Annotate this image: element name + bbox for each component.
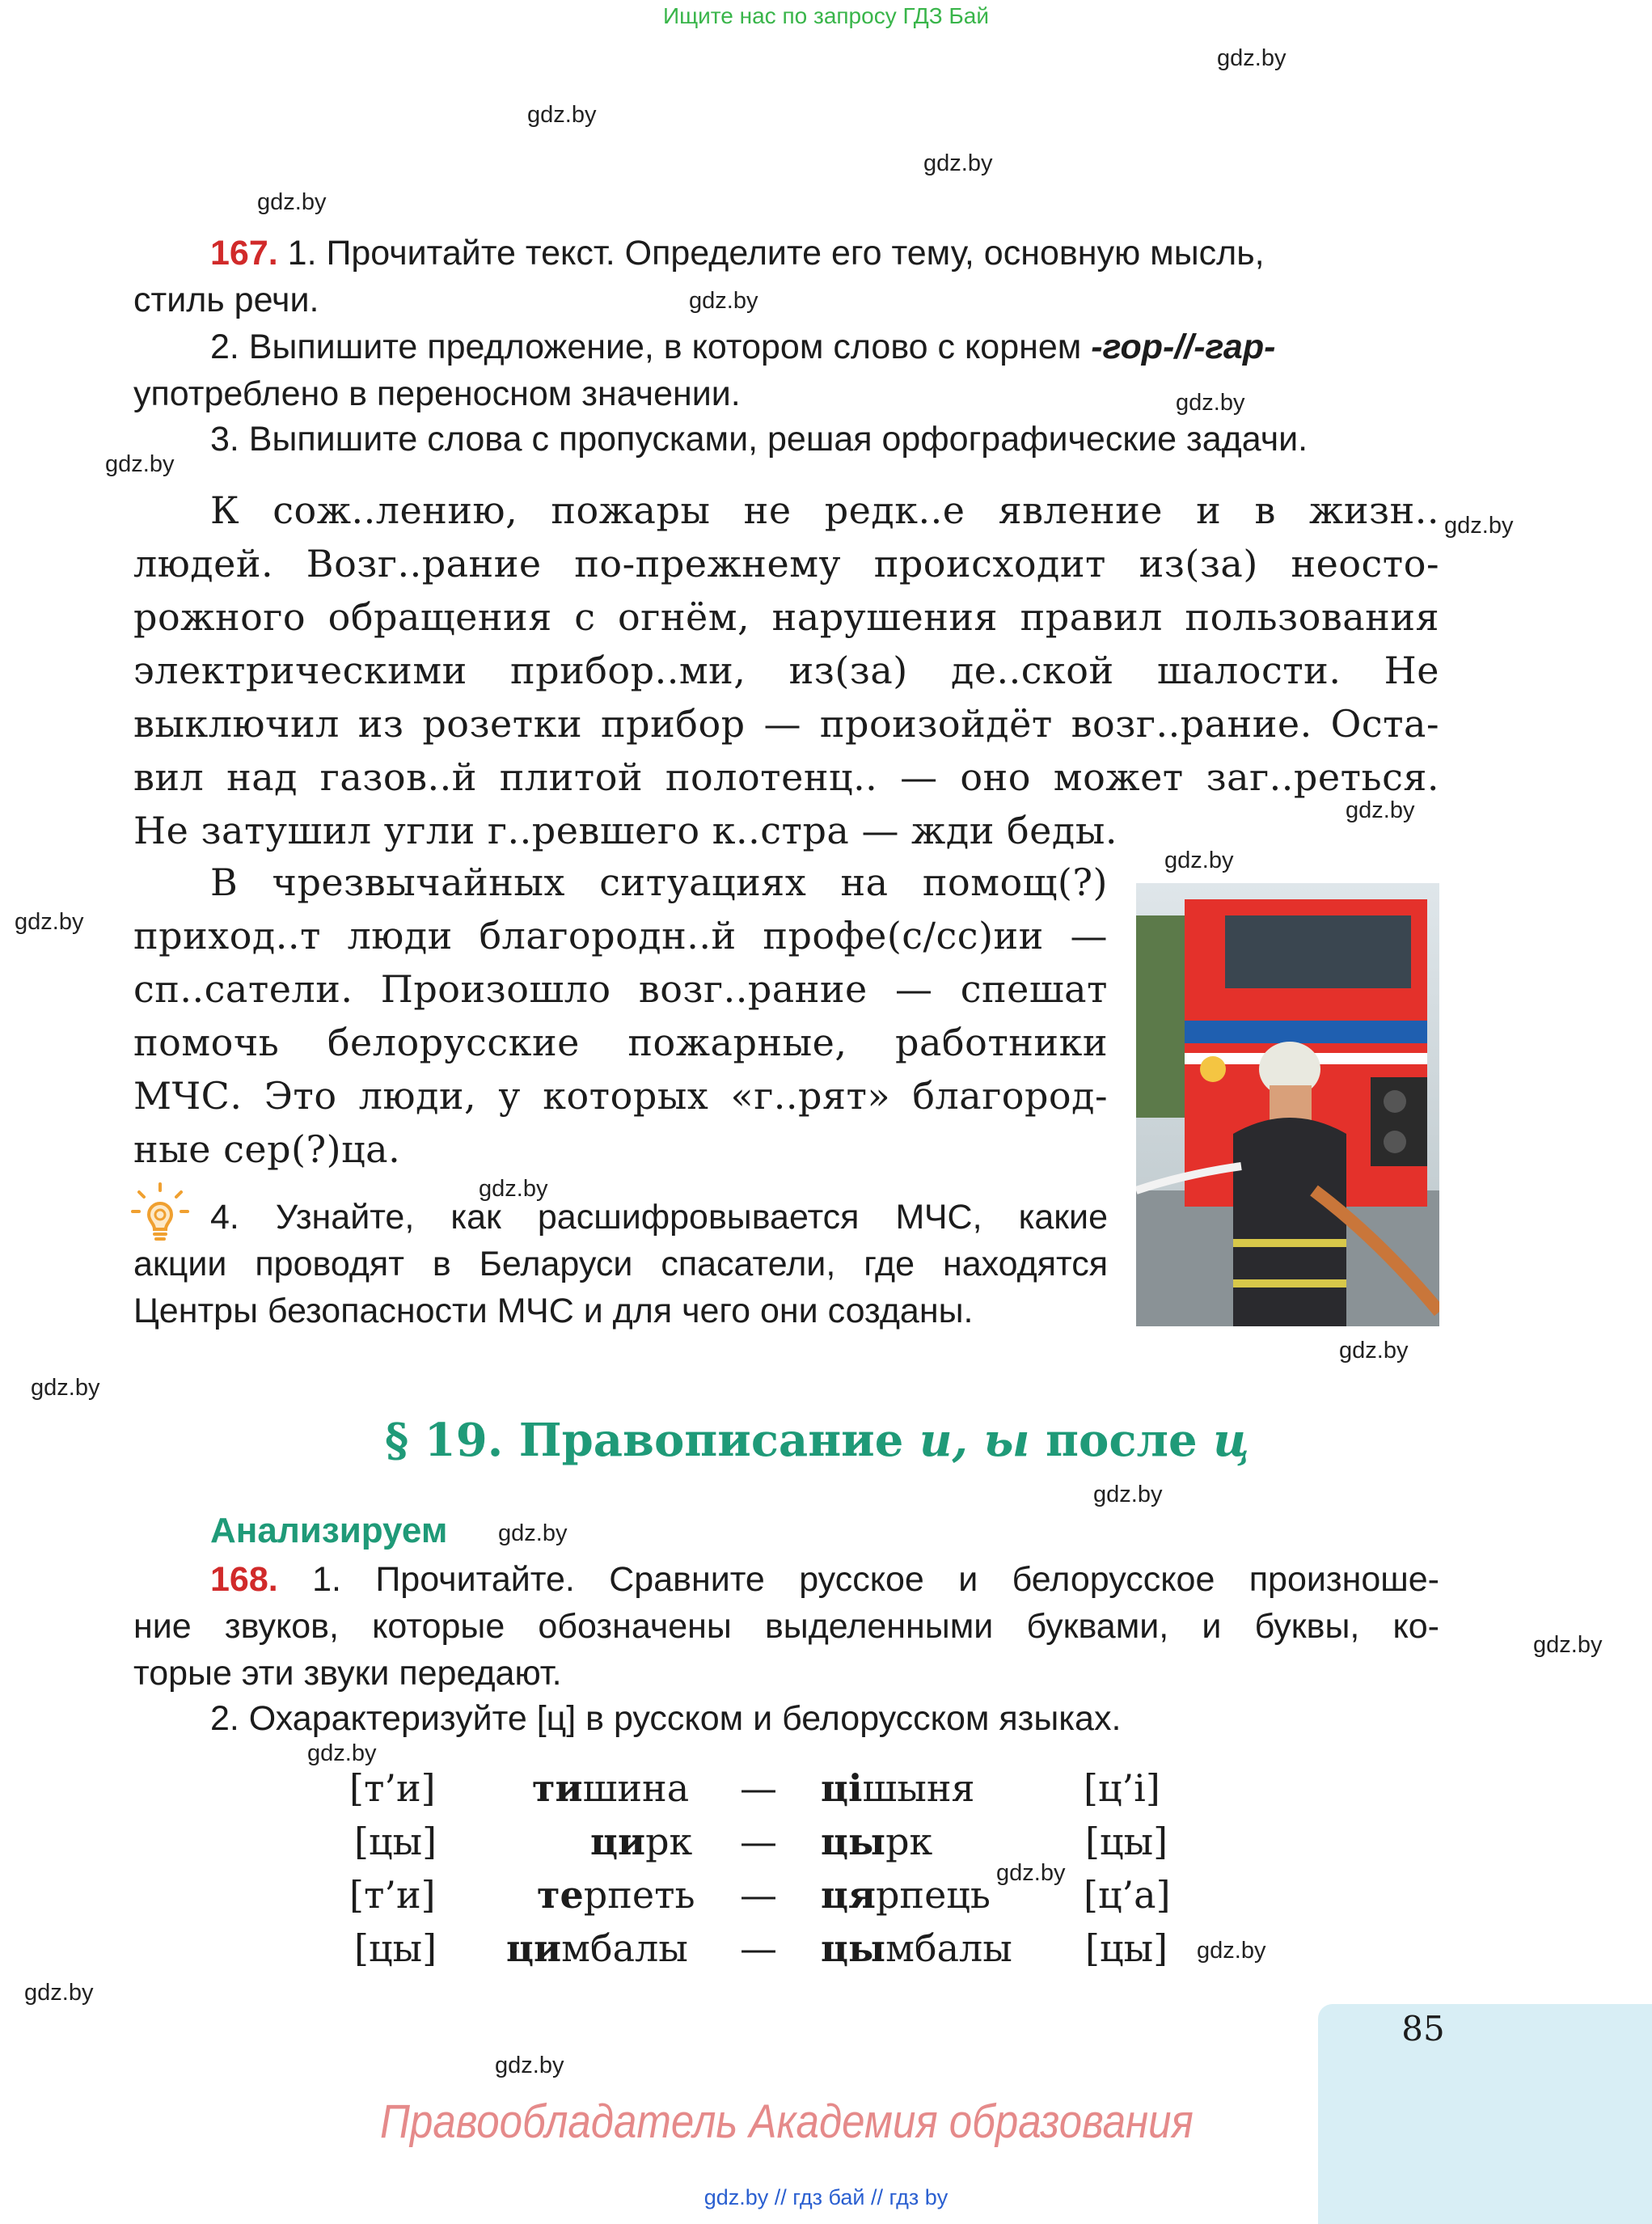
dash: — [740,1820,777,1863]
watermark: gdz.by [1164,848,1234,873]
watermark: gdz.by [1444,513,1514,539]
root-highlight: -гор-//-гар- [1091,328,1276,366]
watermark: gdz.by [24,1980,94,2006]
passage-line: Не затушил угли г..ревшего к..стра — жди беды. [133,809,1118,852]
passage-line: сп..сатели. Произошло возг..рание — спешат [133,967,1108,1011]
word-by: цішыня [821,1766,975,1810]
task-text: 1. Прочитайте текст. Определите его тему, основную мысль, [287,234,1265,273]
passage-line: помочь белорусские пожарные, работники [133,1021,1108,1064]
task4-line: 4. Узнайте, как расшифровывается МЧС, какие [210,1198,1108,1237]
watermark: gdz.by [257,189,327,215]
ex167-task1-line1 [210,230,1439,277]
ex167-task1-line2: стиль речи. [133,281,319,319]
watermark: gdz.by [1346,797,1415,823]
transcription-ru: [цы] [354,1926,437,1970]
watermark: gdz.by [527,102,597,128]
heading-text: после [1029,1414,1214,1467]
ex168-task2: 2. Охарактеризуйте [ц] в русском и белорусском языках. [210,1699,1122,1738]
watermark: gdz.by [689,288,758,314]
watermark: gdz.by [1533,1632,1603,1658]
watermark: gdz.by [923,150,993,176]
firefighter-photo [1136,883,1439,1326]
watermark: gdz.by [996,1860,1066,1886]
transcription-ru: [цы] [354,1820,437,1863]
ex167-task3: 3. Выпишите слова с пропусками, решая орфографические задачи. [210,420,1308,459]
transcription-by: [ц’і] [1084,1766,1160,1810]
watermark: gdz.by [307,1740,377,1766]
heading-letters: и, ы [919,1414,1030,1467]
section-heading [385,1414,1249,1467]
passage-line: МЧС. Это люди, у которых «г..рят» благород- [133,1074,1108,1118]
task1-line [133,1556,1439,1603]
transcription-by: [ц’а] [1084,1873,1171,1917]
task1-line: ние звуков, которые обозначены выделенными буквами, и буквы, ко- [133,1607,1439,1646]
watermark: gdz.by [1217,45,1287,71]
passage-line: выключил из розетки прибор — произойдёт возг..рание. Оста- [133,702,1439,746]
transcription-by: [цы] [1085,1820,1168,1863]
ex167-task4 [133,1194,1108,1334]
watermark: gdz.by [105,451,175,477]
exercise-number: 167. [210,234,278,273]
dash: — [740,1926,777,1970]
watermark: gdz.by [498,1520,568,1546]
transcription-ru: [т’и] [349,1766,436,1810]
word-by: цырк [821,1820,933,1863]
word-ru: цирк [590,1820,693,1863]
watermark: gdz.by [479,1176,548,1202]
word-ru: терпеть [537,1873,695,1917]
passage-line: ные сер(?)ца. [133,1127,401,1171]
watermark: gdz.by [1093,1482,1163,1507]
transcription-by: [цы] [1085,1926,1168,1970]
task-text: 2. Выпишите предложение, в котором слово с корнем [210,328,1092,366]
dash: — [740,1766,777,1810]
watermark: gdz.by [1176,390,1245,416]
word-ru: тишина [532,1766,690,1810]
ex167-task2-line1 [210,323,1439,370]
watermark: gdz.by [1197,1938,1266,1964]
passage-line: рожного обращения с огнём, нарушения правил пользования [133,595,1439,639]
word-by: цярпець [821,1873,991,1917]
passage-paragraph-1 [133,484,1439,857]
passage-paragraph-2 [133,856,1108,1176]
passage-line: К сож..лению, пожары не редк..е явление и в жизн.. [210,488,1439,532]
watermark: gdz.by [495,2053,564,2078]
heading-letters: ц [1213,1414,1250,1467]
task4-line: Центры безопасности МЧС и для чего они созданы. [133,1292,974,1330]
passage-line: людей. Возг..рание по-прежнему происходит из(за) неосто- [133,542,1439,586]
watermark: gdz.by [31,1375,100,1401]
heading-text: § 19. Правописание [385,1414,919,1467]
word-by: цымбалы [821,1926,1012,1970]
watermark: gdz.by [1339,1338,1409,1364]
rights-holder: Правообладатель Академия образования [380,2095,1194,2148]
passage-line: электрическими прибор..ми, из(за) де..ской шалости. Не [133,649,1439,692]
top-banner[interactable]: Ищите нас по запросу ГДЗ Бай [662,3,990,28]
dash: — [740,1873,777,1917]
bottom-links[interactable]: gdz.by // гдз бай // гдз by [703,2185,949,2209]
ex167-task2-line2: употреблено в переносном значении. [133,374,741,413]
task-text: 1. Прочитайте. Сравните русское и белорусское произноше- [312,1560,1440,1599]
transcription-ru: [т’и] [349,1873,436,1917]
passage-line: вил над газов..й плитой полотенц.. — оно может заг..реться. [133,755,1439,799]
word-ru: цимбалы [506,1926,688,1970]
passage-line: В чрезвычайных ситуациях на помощ(?) [210,860,1108,904]
page-number: 85 [1401,2009,1445,2049]
passage-line: приход..т люди благородн..й профе(с/сс)ии — [133,914,1108,958]
exercise-number: 168. [210,1560,278,1599]
task4-line: акции проводят в Беларуси спасатели, где находятся [133,1245,1108,1283]
subheading-analyze: Анализируем [210,1511,448,1550]
task1-line: торые эти звуки передают. [133,1654,562,1693]
ex168-task1 [133,1556,1439,1697]
watermark: gdz.by [15,909,84,935]
